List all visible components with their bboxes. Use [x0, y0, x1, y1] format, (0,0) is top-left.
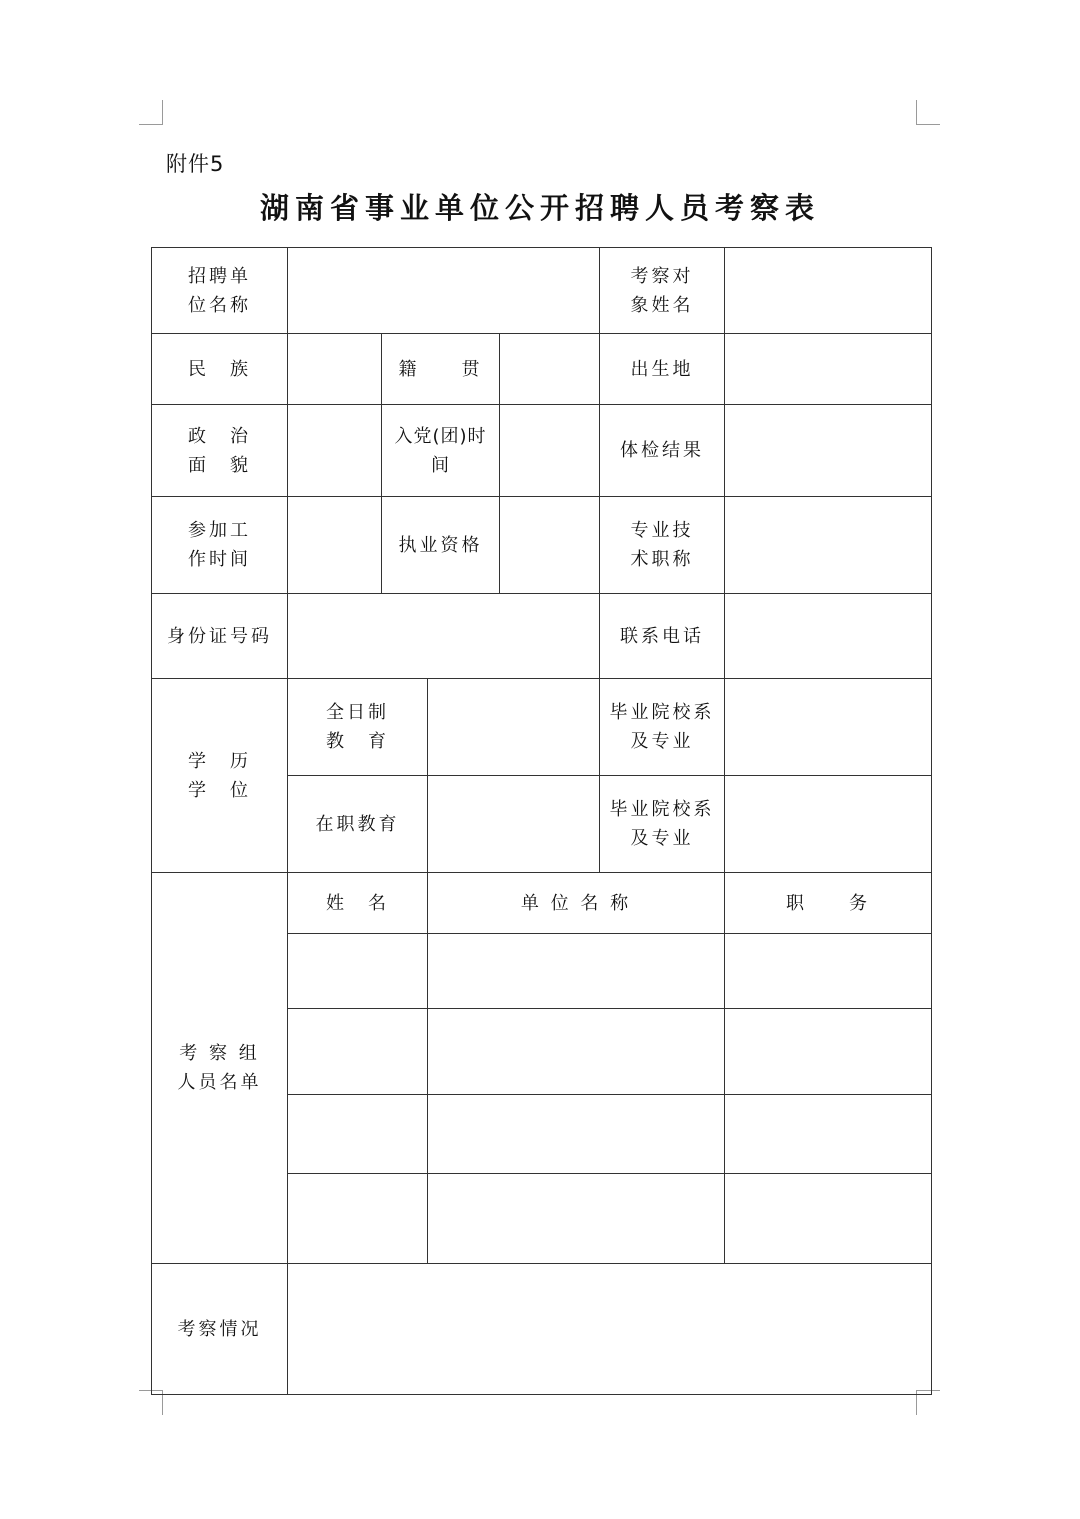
inspection-form-table [151, 247, 932, 1395]
id-number-field[interactable] [288, 594, 600, 679]
education-degree-label: 学 历 学 位 [152, 679, 288, 873]
birthplace-field[interactable] [725, 334, 932, 405]
inservice-education-label: 在职教育 [288, 776, 428, 873]
team-members-label: 考 察 组 人员名单 [152, 873, 288, 1264]
work-start-time-label: 参加工 作时间 [152, 497, 288, 594]
member-position-header: 职 务 [725, 873, 932, 934]
practice-qualification-label: 执业资格 [382, 497, 500, 594]
inspection-status-label: 考察情况 [152, 1264, 288, 1395]
member-name-cell[interactable] [288, 1095, 428, 1174]
crop-mark-top-right-v [916, 100, 917, 125]
unit-name-label: 招聘单 位名称 [152, 248, 288, 334]
member-unit-cell[interactable] [428, 1009, 725, 1095]
native-place-field[interactable] [500, 334, 600, 405]
unit-name-field[interactable] [288, 248, 600, 334]
birthplace-label: 出生地 [600, 334, 725, 405]
crop-mark-top-left-v [162, 100, 163, 125]
member-unit-header: 单 位 名 称 [428, 873, 725, 934]
practice-qualification-field[interactable] [500, 497, 600, 594]
physical-exam-label: 体检结果 [600, 405, 725, 497]
candidate-name-field[interactable] [725, 248, 932, 334]
member-unit-cell[interactable] [428, 1174, 725, 1264]
professional-title-field[interactable] [725, 497, 932, 594]
graduate-school-1-field[interactable] [725, 679, 932, 776]
physical-exam-field[interactable] [725, 405, 932, 497]
crop-mark-top-right-h [916, 124, 940, 125]
member-name-cell[interactable] [288, 1009, 428, 1095]
fulltime-education-label: 全日制 教 育 [288, 679, 428, 776]
inservice-education-field[interactable] [428, 776, 600, 873]
member-name-cell[interactable] [288, 934, 428, 1009]
attachment-label: 附件5 [166, 152, 225, 176]
graduate-school-2-field[interactable] [725, 776, 932, 873]
member-position-cell[interactable] [725, 1009, 932, 1095]
member-position-cell[interactable] [725, 934, 932, 1009]
form-title: 湖南省事业单位公开招聘人员考察表 [259, 191, 820, 225]
member-position-cell[interactable] [725, 1095, 932, 1174]
native-place-label: 籍 贯 [382, 334, 500, 405]
fulltime-education-field[interactable] [428, 679, 600, 776]
party-join-time-field[interactable] [500, 405, 600, 497]
professional-title-label: 专业技 术职称 [600, 497, 725, 594]
crop-mark-top-left-h [139, 124, 163, 125]
ethnicity-field[interactable] [288, 334, 382, 405]
candidate-name-label: 考察对 象姓名 [600, 248, 725, 334]
inspection-status-field[interactable] [288, 1264, 932, 1395]
member-position-cell[interactable] [725, 1174, 932, 1264]
id-number-label: 身份证号码 [152, 594, 288, 679]
member-unit-cell[interactable] [428, 1095, 725, 1174]
member-name-cell[interactable] [288, 1174, 428, 1264]
ethnicity-label: 民 族 [152, 334, 288, 405]
party-join-time-label: 入党(团)时 间 [382, 405, 500, 497]
graduate-school-1-label: 毕业院校系 及专业 [600, 679, 725, 776]
phone-label: 联系电话 [600, 594, 725, 679]
graduate-school-2-label: 毕业院校系 及专业 [600, 776, 725, 873]
member-unit-cell[interactable] [428, 934, 725, 1009]
political-status-label: 政 治 面 貌 [152, 405, 288, 497]
political-status-field[interactable] [288, 405, 382, 497]
phone-field[interactable] [725, 594, 932, 679]
work-start-time-field[interactable] [288, 497, 382, 594]
member-name-header: 姓 名 [288, 873, 428, 934]
